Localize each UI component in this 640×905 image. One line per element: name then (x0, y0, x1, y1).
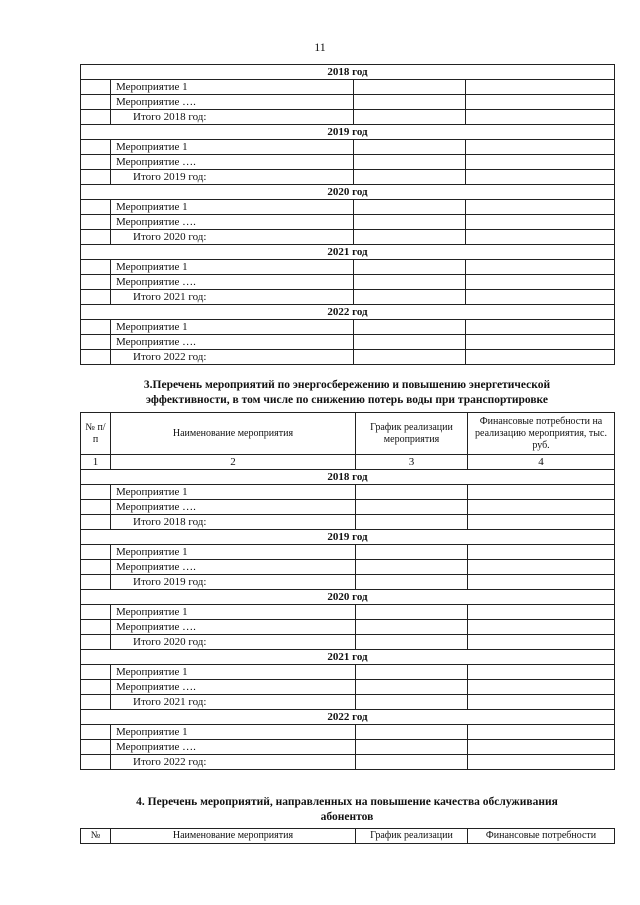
financial-cell (468, 515, 615, 530)
year-row (81, 305, 615, 320)
activity-name: Мероприятие 1 (111, 320, 354, 335)
activity-row (81, 680, 615, 695)
year-label: 2022 год (81, 305, 615, 320)
number-cell (81, 665, 111, 680)
year-total-label: Итого 2019 год: (111, 575, 356, 590)
schedule-cell (356, 680, 468, 695)
schedule-cell (356, 620, 468, 635)
number-cell (81, 725, 111, 740)
year-row (81, 470, 615, 485)
schedule-cell (356, 635, 468, 650)
activity-row (81, 140, 615, 155)
number-cell (81, 515, 111, 530)
header-schedule: График реализации мероприятия (356, 413, 468, 455)
header-activity-name: Наименование мероприятия (111, 829, 356, 844)
year-total-row (81, 170, 615, 185)
activity-row (81, 725, 615, 740)
financial-cell (468, 485, 615, 500)
number-cell (81, 350, 111, 365)
number-cell (81, 755, 111, 770)
number-cell (81, 545, 111, 560)
financial-cell (466, 170, 615, 185)
financial-cell (468, 665, 615, 680)
activity-row (81, 200, 615, 215)
section-4-heading (80, 795, 614, 825)
year-total-label: Итого 2020 год: (111, 635, 356, 650)
number-cell (81, 575, 111, 590)
financial-cell (468, 545, 615, 560)
schedule-cell (354, 155, 466, 170)
number-cell (81, 620, 111, 635)
schedule-cell (354, 335, 466, 350)
section-4-heading-line-2: абонентов (320, 811, 374, 823)
financial-cell (468, 560, 615, 575)
financial-cell (468, 680, 615, 695)
year-label: 2018 год (81, 470, 615, 485)
activity-row (81, 320, 615, 335)
activity-name: Мероприятие …. (111, 500, 356, 515)
financial-cell (468, 500, 615, 515)
activity-row (81, 620, 615, 635)
financial-cell (466, 290, 615, 305)
schedule-cell (354, 290, 466, 305)
year-label: 2022 год (81, 710, 615, 725)
table-header-row (81, 829, 615, 844)
schedule-cell (354, 215, 466, 230)
financial-cell (468, 695, 615, 710)
activity-row (81, 260, 615, 275)
column-numbers-row (81, 455, 615, 470)
financial-cell (466, 155, 615, 170)
financial-cell (466, 80, 615, 95)
year-label: 2019 год (81, 125, 615, 140)
year-total-row (81, 755, 615, 770)
schedule-cell (354, 140, 466, 155)
header-number: № п/п (81, 413, 111, 455)
year-row (81, 590, 615, 605)
header-financial-needs: Финансовые потребности (468, 829, 615, 844)
activity-name: Мероприятие 1 (111, 80, 354, 95)
activity-row (81, 335, 615, 350)
year-total-label: Итого 2020 год: (111, 230, 354, 245)
activity-row (81, 500, 615, 515)
activities-table-continued (80, 64, 615, 365)
year-total-label: Итого 2019 год: (111, 170, 354, 185)
schedule-cell (354, 110, 466, 125)
energy-efficiency-table (80, 412, 615, 770)
number-cell (81, 275, 111, 290)
activity-name: Мероприятие 1 (111, 665, 356, 680)
activity-row (81, 485, 615, 500)
schedule-cell (356, 605, 468, 620)
activity-name: Мероприятие 1 (111, 200, 354, 215)
schedule-cell (356, 545, 468, 560)
financial-cell (466, 335, 615, 350)
number-cell (81, 110, 111, 125)
year-total-row (81, 350, 615, 365)
number-cell (81, 80, 111, 95)
year-row (81, 185, 615, 200)
header-number: № (81, 829, 111, 844)
year-total-row (81, 290, 615, 305)
activity-row (81, 275, 615, 290)
schedule-cell (354, 230, 466, 245)
year-label: 2020 год (81, 185, 615, 200)
number-cell (81, 260, 111, 275)
activity-row (81, 740, 615, 755)
activity-row (81, 605, 615, 620)
year-total-row (81, 575, 615, 590)
year-label: 2020 год (81, 590, 615, 605)
schedule-cell (356, 740, 468, 755)
activity-name: Мероприятие …. (111, 740, 356, 755)
number-cell (81, 560, 111, 575)
financial-cell (466, 140, 615, 155)
schedule-cell (354, 320, 466, 335)
section-3-heading-line-1: 3.Перечень мероприятий по энергосбережению и повышению энергетической (143, 379, 551, 391)
activity-name: Мероприятие …. (111, 155, 354, 170)
year-total-label: Итого 2022 год: (111, 350, 354, 365)
number-cell (81, 230, 111, 245)
year-total-label: Итого 2018 год: (111, 110, 354, 125)
schedule-cell (356, 575, 468, 590)
header-activity-name: Наименование мероприятия (111, 413, 356, 455)
number-cell (81, 215, 111, 230)
year-total-row (81, 110, 615, 125)
column-number: 4 (468, 455, 615, 470)
header-financial-needs: Финансовые потребности на реализацию мероприятия, тыс. руб. (468, 413, 615, 455)
activity-name: Мероприятие 1 (111, 725, 356, 740)
number-cell (81, 740, 111, 755)
schedule-cell (356, 755, 468, 770)
year-total-row (81, 515, 615, 530)
number-cell (81, 155, 111, 170)
activity-row (81, 95, 615, 110)
schedule-cell (354, 200, 466, 215)
number-cell (81, 170, 111, 185)
schedule-cell (354, 275, 466, 290)
header-schedule: График реализации (356, 829, 468, 844)
year-row (81, 245, 615, 260)
schedule-cell (356, 725, 468, 740)
number-cell (81, 335, 111, 350)
activity-name: Мероприятие 1 (111, 140, 354, 155)
schedule-cell (356, 560, 468, 575)
number-cell (81, 605, 111, 620)
column-number: 1 (81, 455, 111, 470)
year-total-label: Итого 2021 год: (111, 695, 356, 710)
activity-name: Мероприятие …. (111, 215, 354, 230)
number-cell (81, 290, 111, 305)
year-row (81, 530, 615, 545)
number-cell (81, 200, 111, 215)
number-cell (81, 680, 111, 695)
activity-row (81, 545, 615, 560)
activity-name: Мероприятие 1 (111, 260, 354, 275)
schedule-cell (356, 515, 468, 530)
schedule-cell (354, 95, 466, 110)
table-header-row (81, 413, 615, 455)
activity-name: Мероприятие …. (111, 95, 354, 110)
financial-cell (466, 350, 615, 365)
number-cell (81, 320, 111, 335)
activity-name: Мероприятие …. (111, 620, 356, 635)
schedule-cell (356, 665, 468, 680)
year-row (81, 125, 615, 140)
schedule-cell (354, 80, 466, 95)
year-label: 2021 год (81, 650, 615, 665)
year-total-row (81, 635, 615, 650)
financial-cell (466, 95, 615, 110)
service-quality-table (80, 828, 615, 844)
activity-row (81, 560, 615, 575)
financial-cell (466, 215, 615, 230)
financial-cell (468, 635, 615, 650)
number-cell (81, 485, 111, 500)
activity-name: Мероприятие 1 (111, 545, 356, 560)
financial-cell (468, 740, 615, 755)
year-total-row (81, 230, 615, 245)
activity-row (81, 665, 615, 680)
activity-name: Мероприятие 1 (111, 605, 356, 620)
number-cell (81, 95, 111, 110)
activity-row (81, 80, 615, 95)
financial-cell (468, 575, 615, 590)
year-row (81, 710, 615, 725)
financial-cell (468, 755, 615, 770)
financial-cell (468, 725, 615, 740)
number-cell (81, 140, 111, 155)
section-4-heading-line-1: 4. Перечень мероприятий, направленных на повышение качества обслуживания (136, 796, 558, 808)
year-total-label: Итого 2018 год: (111, 515, 356, 530)
number-cell (81, 635, 111, 650)
schedule-cell (356, 695, 468, 710)
year-total-label: Итого 2021 год: (111, 290, 354, 305)
year-label: 2019 год (81, 530, 615, 545)
schedule-cell (354, 260, 466, 275)
year-row (81, 65, 615, 80)
section-3-heading-line-2: эффективности, в том числе по снижению потерь воды при транспортировке (146, 394, 548, 406)
schedule-cell (356, 500, 468, 515)
schedule-cell (354, 170, 466, 185)
financial-cell (466, 260, 615, 275)
financial-cell (468, 620, 615, 635)
activity-row (81, 155, 615, 170)
activity-name: Мероприятие …. (111, 560, 356, 575)
column-number: 3 (356, 455, 468, 470)
page-number: 11 (314, 40, 326, 54)
schedule-cell (356, 485, 468, 500)
number-cell (81, 500, 111, 515)
column-number: 2 (111, 455, 356, 470)
financial-cell (466, 200, 615, 215)
activity-name: Мероприятие …. (111, 275, 354, 290)
activity-row (81, 215, 615, 230)
year-label: 2018 год (81, 65, 615, 80)
year-total-label: Итого 2022 год: (111, 755, 356, 770)
schedule-cell (354, 350, 466, 365)
year-row (81, 650, 615, 665)
financial-cell (466, 110, 615, 125)
financial-cell (466, 320, 615, 335)
financial-cell (468, 605, 615, 620)
year-total-row (81, 695, 615, 710)
section-3-heading (80, 378, 614, 408)
year-label: 2021 год (81, 245, 615, 260)
activity-name: Мероприятие 1 (111, 485, 356, 500)
activity-name: Мероприятие …. (111, 335, 354, 350)
activity-name: Мероприятие …. (111, 680, 356, 695)
financial-cell (466, 230, 615, 245)
financial-cell (466, 275, 615, 290)
number-cell (81, 695, 111, 710)
